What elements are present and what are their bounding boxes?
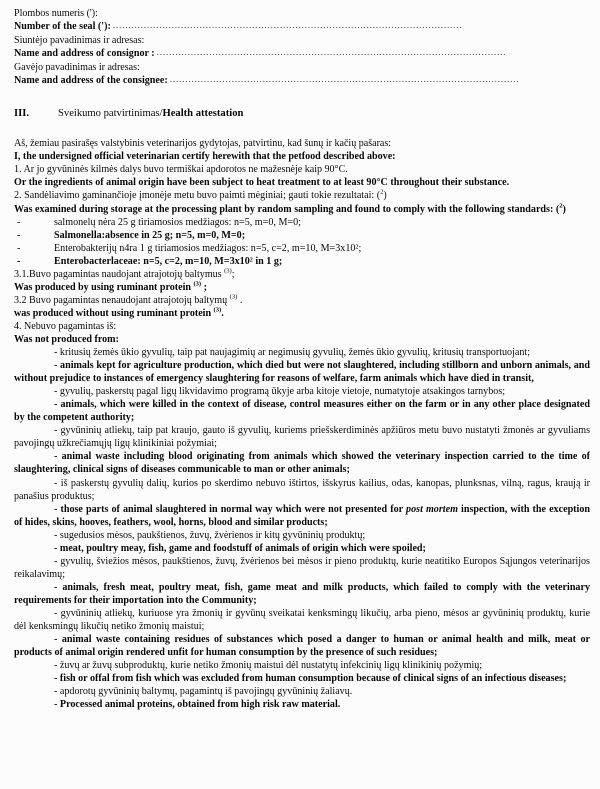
clause-1-lt: 1. Ar jo gyvūninės kilmės dalys buvo termiškai apdorotos ne mažesnėje kaip 90°C. [14, 164, 348, 176]
exclusion-item [14, 555, 590, 581]
clause-3-1-lt-footnote-marker: (3) [224, 267, 232, 275]
consignee-row-en [14, 74, 590, 88]
clause-2-en [14, 203, 590, 216]
exclusion-item [14, 385, 590, 398]
dash-bullet-icon: - [54, 542, 58, 554]
standards-item [14, 229, 590, 242]
consignee-dotted-leader[interactable]: ................................................................................................................. [169, 75, 520, 86]
clause-3-2-en [14, 307, 590, 320]
exclusion-item-text: sugedusios mėsos, paukštienos, žuvų, žvėrienos ir kitų gyvūninių produktų; [59, 529, 366, 541]
dash-bullet-icon: - [54, 451, 58, 463]
exclusion-item [14, 424, 590, 450]
dash-bullet-icon: - [54, 425, 58, 437]
dash-bullet-icon: - [54, 673, 58, 685]
exclusion-item-text: iš paskerstų gyvulių dalių, kurios po skerdimo nebuvo ištirtos, išskyrus kailius, odas, kanopas, plunksnas, vilną, ragus, kraują ir panašius produktus; [14, 477, 590, 502]
standards-item-text: salmonelų nėra 25 g tiriamosios medžiagos: n=5, m=0, M=0; [54, 216, 301, 228]
exclusion-item-text: animal waste including blood originating from animals which showed the veterinary inspection carried to the time of slaughtering, clinical signs of diseases communicable to man or other animals; [14, 451, 590, 476]
dash-bullet-icon: - [54, 699, 58, 711]
exclusion-item-text: animals, fresh meat, poultry meat, fish, game meat and milk products, which failed to comply with the veterinary requirements for their importation into the Community; [14, 581, 591, 606]
exclusion-item [14, 633, 590, 659]
clause-3-1-en [14, 281, 590, 294]
consignor-row-en [14, 47, 590, 61]
dash-bullet-icon: - [54, 634, 58, 646]
exclusion-item [14, 542, 590, 555]
exclusion-item [14, 398, 590, 424]
exclusion-item-text: gyvūninių atliekų, taip pat kraujo, gauto iš gyvulių, kuriems priešskerdiminės apžiūros metu buvo nustatyti žmonės ar gyvuliams pavojingų užkrečiamųjų ligų klinikiniai požymiai; [14, 425, 590, 450]
exclusion-item-text: fish or offal from fish which was excluded from human consumption because of clinical signs of an infectious diseases; [59, 673, 567, 685]
dash-bullet-icon: - [54, 555, 58, 567]
exclusion-item-text: gyvulių, paskerstų pagal ligų likvidavimo programą ūkyje arba kitoje vietoje, numatytoje atsakingos tarnybos; [59, 386, 506, 398]
seal-number-row-en [14, 20, 590, 34]
clause-3-2-lt-text: 3.2 Buvo pagamintas nenaudojant atrajotojų baltymų [14, 294, 230, 306]
dash-bullet-icon: - [17, 216, 21, 228]
clause-3-1-lt-text: 3.1.Buvo pagamintas naudojant atrajotojų baltymus [14, 268, 225, 280]
standards-item-text: Salmonella:absence in 25 g; n=5, m=0, M=0; [54, 229, 246, 241]
clause-3-1-lt [14, 268, 590, 281]
clause-3-2-lt-end: . [237, 294, 243, 306]
consignor-label-lt: Siuntėjo pavadinimas ir adresas: [14, 35, 145, 47]
exclusion-item [14, 529, 590, 542]
clause-1-en: Or the ingredients of animal origin have been subject to heat treatment to at least 90°C throughout their substance. [14, 177, 510, 189]
clause-2-en-footnote-marker: 2 [559, 202, 563, 210]
attestation-intro-en: I, the undersigned official veterinarian certify herewith that the petfood described above: [14, 151, 396, 163]
clause-3-2-en-text: was produced without using ruminant protein [14, 307, 214, 319]
clause-3-1-en-text: Was produced by using ruminant protein [14, 281, 194, 293]
dash-bullet-icon: - [54, 607, 58, 619]
standards-item [14, 255, 590, 268]
section-title-lt: Sveikumo patvirtinimas/ [58, 108, 163, 120]
exclusion-item [14, 359, 590, 385]
clause-4-en: Was not produced from: [14, 333, 119, 345]
header-fields-block [14, 7, 590, 88]
exclusion-item-text: animals, which were killed in the context of disease, control measures either on the farm or in any other place designated by the competent authority; [14, 399, 590, 424]
standards-item [14, 216, 590, 229]
clause-3-2-en-end: . [221, 307, 224, 319]
exclusion-item [14, 346, 590, 359]
exclusion-item [14, 698, 590, 711]
exclusion-item-text: meat, poultry meay, fish, game and foodstuff of animals of origin which were spoiled; [59, 542, 426, 554]
dash-bullet-icon: - [54, 503, 58, 515]
exclusion-item-text: Processed animal proteins, obtained from high risk raw material. [59, 699, 341, 711]
clause-3-2-lt [14, 294, 590, 307]
clause-2-lt-suffix: ) [383, 190, 387, 202]
dash-bullet-icon: - [54, 686, 58, 698]
clause-3-1-en-end: ; [201, 281, 207, 293]
clause-2-lt-footnote-marker: 2 [380, 188, 384, 196]
dash-bullet-icon: - [54, 529, 58, 541]
clause-3-1-en-footnote-marker: (3) [193, 280, 202, 288]
exclusion-item-text: gyvulių, šviežios mėsos, paukštienos, žuvų, žvėrienos bei mėsos ir pieno produktų, kurie neatitiko Europos Sąjungos veterinarijos reikalavimų; [14, 555, 590, 580]
exclusion-item-text: kritusių žemės ūkio gyvulių, taip pat naujagimių ar negimusių gyvulių, žemės ūkio gyvulių, kritusių transportuojant; [59, 347, 531, 359]
consignor-label-en: Name and address of consignor : [14, 48, 155, 60]
dash-bullet-icon: - [54, 477, 58, 489]
attestation-intro-lt: Aš, žemiau pasirašęs valstybinis veterinarijos gydytojas, patvirtinu, kad šunų ir kačių pašaras: [14, 138, 392, 150]
standards-item-text: Enterobacterlaceae: n=5, c=2, m=10, M=3x10² in 1 g; [54, 255, 283, 267]
standards-item-text: Enterobakterijų n4ra 1 g tiriamosios medžiagos: n=5, c=2, m=10, M=3x10²; [54, 242, 362, 254]
section-title-en: Health attestation [162, 108, 244, 120]
exclusion-item [14, 659, 590, 672]
exclusion-item [14, 450, 590, 476]
dash-bullet-icon: - [54, 660, 58, 672]
exclusion-item-text: apdorotų gyvūninių baltymų, pagamintų iš pavojingų gyvūninių žaliavų. [59, 686, 353, 698]
dash-bullet-icon: - [17, 242, 21, 254]
clause-2-en-prefix: Was examined during storage at the processing plant by random sampling and found to comply with the following standards: ( [14, 203, 560, 215]
exclusion-item [14, 607, 590, 633]
dash-bullet-icon: - [54, 347, 58, 359]
exclusion-item-text: those parts of animal slaughtered in normal way which were not presented for post mortem inspection, with the exception of hides, skins, hooves, feathers, wool, horns, blood and similar products; [14, 503, 591, 528]
exclusion-item [14, 672, 590, 685]
clause-3-2-lt-footnote-marker: (3) [229, 293, 238, 301]
clause-4-lt: 4. Nebuvo pagamintas iš: [14, 320, 117, 332]
dash-bullet-icon: - [17, 229, 21, 241]
exclusion-item-text: žuvų ar žuvų subproduktų, kurie netiko žmonių maistui dėl nustatytų infekcinių ligų klinikinių požymių; [59, 660, 483, 672]
italic-latin-phrase: post mortem [406, 503, 458, 515]
exclusion-item-text: animal waste containing residues of substances which posed a danger to human or animal health and milk, meat or products of animal origin rendered unfit for human consumption by the presence of such residues; [14, 634, 590, 659]
section-heading [14, 107, 590, 120]
seal-number-label-lt: Plombos numeris ('): [14, 8, 98, 19]
clause-3-2-en-footnote-marker: (3) [213, 306, 222, 314]
clause-3-1-lt-end: ; [231, 268, 235, 280]
clause-2-en-suffix: ) [562, 203, 566, 215]
section-number: III. [14, 108, 30, 120]
clause-2-lt-prefix: 2. Sandėliavimo gaminančioje įmonėje metu buvo paimti mėginiai; gauti tokie rezultatai: ( [14, 190, 381, 202]
standards-item [14, 242, 590, 255]
exclusion-item-text: gyvūninių atliekų, kuriuose yra žmonių ir gyvūnų sveikatai kenksmingų likučių, arba pieno, mėsos ar gyvūninių produktų, kurie dėl kenksmingų likučių netiko žmonių maistui; [14, 607, 590, 633]
consignee-label-lt: Gavėjo pavadinimas ir adresas: [14, 62, 140, 74]
dash-bullet-icon: - [54, 581, 58, 593]
consignee-label-en: Name and address of the consignee: [14, 75, 168, 87]
exclusion-item [14, 581, 590, 607]
exclusion-item [14, 685, 590, 698]
dash-bullet-icon: - [54, 386, 58, 398]
exclusion-item [14, 503, 590, 529]
dash-bullet-icon: - [17, 255, 21, 267]
consignor-dotted-leader[interactable]: ................................................................................................................. [156, 48, 507, 59]
exclusion-item [14, 477, 590, 503]
seal-number-label-en: Number of the seal ('): [14, 21, 111, 33]
dash-bullet-icon: - [54, 399, 58, 411]
clause-2-lt [14, 189, 590, 202]
seal-number-dotted-leader[interactable]: ................................................................................................................. [112, 21, 463, 32]
dash-bullet-icon: - [54, 360, 58, 372]
exclusion-item-text: animals kept for agriculture production, which died but were not slaughtered, including stillborn and unborn animals, and without prejudice to instances of emergency slaughtering for reasons of welfare, farm animals which have died in transit, [14, 360, 590, 385]
